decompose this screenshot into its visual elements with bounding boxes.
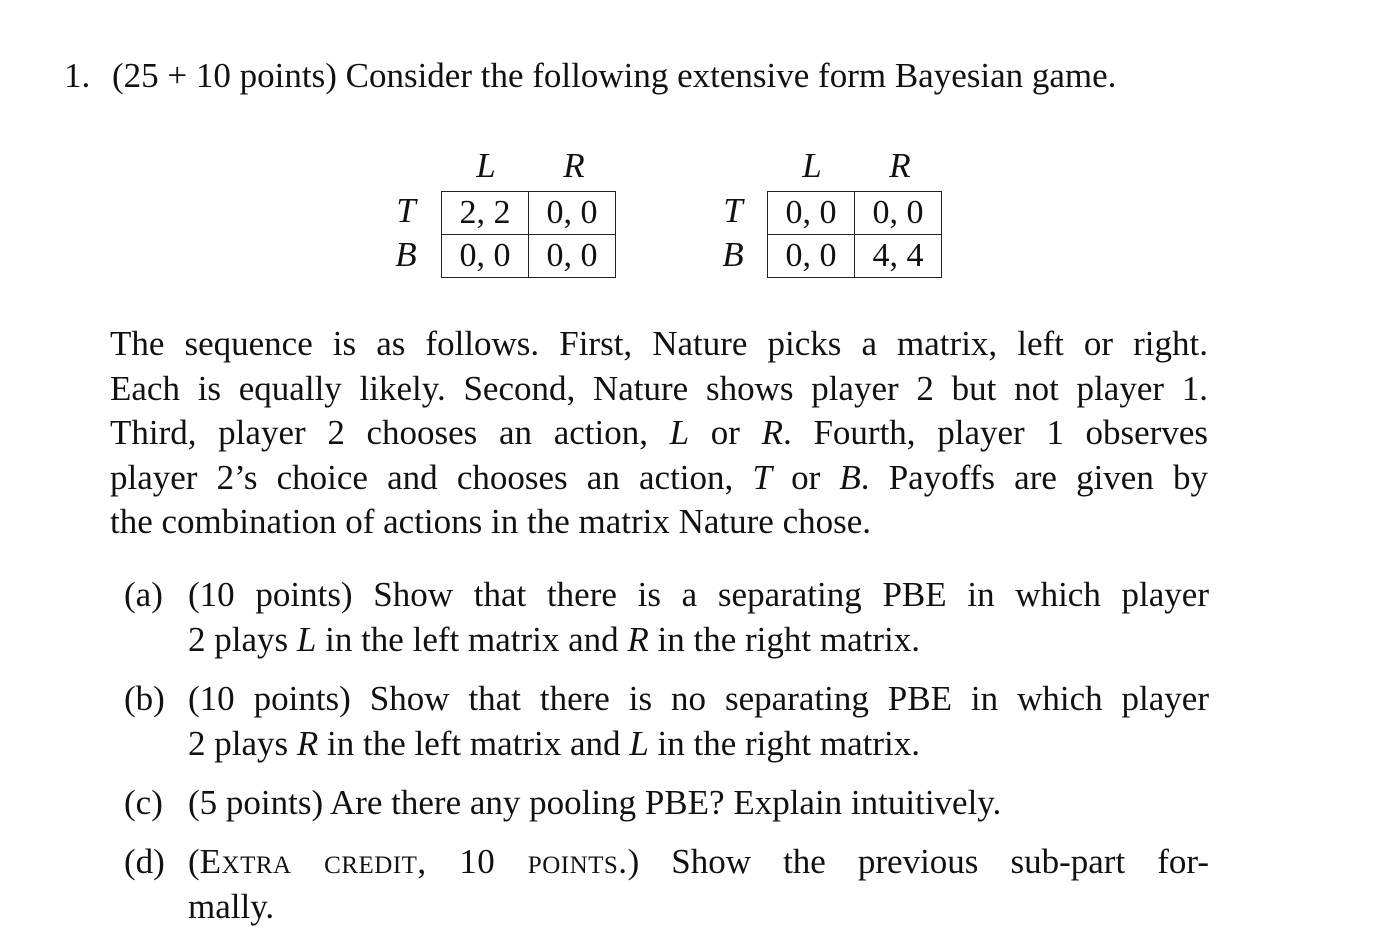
text-span: ) Show the previous sub-part for-: [628, 842, 1209, 881]
left-col-label-L: L: [466, 146, 506, 186]
part-a-line-1: (10 points) Show that there is a separating PBE in which player: [188, 573, 1209, 618]
text-span: or: [689, 413, 762, 452]
right-cell-TR: 0, 0: [855, 192, 942, 235]
part-a-tag: (a): [124, 573, 163, 618]
text-span: Third, player 2 chooses an action,: [110, 413, 670, 452]
part-b-body: [188, 677, 1209, 766]
left-col-label-R: R: [554, 146, 594, 186]
part-b-line-2: [188, 722, 1209, 767]
sequence-line-1: The sequence is as follows. First, Nature picks a matrix, left or right.: [110, 322, 1208, 367]
part-c-body: [188, 781, 1209, 826]
text-span: 2 plays: [188, 620, 297, 659]
math-R: R: [627, 620, 648, 659]
part-d: [124, 840, 1209, 929]
part-d-body: [188, 840, 1209, 929]
part-c-tag: (c): [124, 781, 163, 826]
math-L: L: [297, 620, 316, 659]
text-span: in the right matrix.: [649, 620, 920, 659]
text-span: (: [188, 842, 200, 881]
right-row-label-T: T: [713, 191, 753, 231]
math-L: L: [629, 724, 648, 763]
part-b-line-1: (10 points) Show that there is no separating PBE in which player: [188, 677, 1209, 722]
part-d-line-1: [188, 840, 1209, 885]
right-payoff-table: [767, 191, 942, 278]
text-span: in the right matrix.: [649, 724, 920, 763]
left-row-label-T: T: [386, 191, 426, 231]
part-b-tag: (b): [124, 677, 165, 722]
sequence-line-4: [110, 456, 1208, 501]
text-span: in the left matrix and: [316, 620, 627, 659]
left-cell-TR: 0, 0: [529, 192, 616, 235]
left-cell-TL: 2, 2: [442, 192, 529, 235]
text-span: or: [772, 458, 840, 497]
text-span: . Fourth, player 1 observes: [783, 413, 1208, 452]
part-c: [124, 781, 1209, 826]
left-cell-BL: 0, 0: [442, 235, 529, 278]
text-span: . Payoffs are given by: [861, 458, 1208, 497]
right-cell-BL: 0, 0: [768, 235, 855, 278]
part-d-tag: (d): [124, 840, 165, 885]
part-c-line-1: (5 points) Are there any pooling PBE? Explain intuitively.: [188, 781, 1209, 826]
part-a-body: [188, 573, 1209, 662]
sequence-line-5: the combination of actions in the matrix Nature chose.: [110, 500, 1208, 545]
sequence-line-3: [110, 411, 1208, 456]
right-cell-TL: 0, 0: [768, 192, 855, 235]
text-span: in the left matrix and: [318, 724, 629, 763]
right-row-label-B: B: [713, 235, 753, 275]
question-intro: (25 + 10 points) Consider the following extensive form Bayesian game.: [112, 56, 1116, 95]
part-a-line-2: [188, 618, 1209, 663]
part-a: [124, 573, 1209, 662]
left-payoff-table: [441, 191, 616, 278]
part-d-line-2: mally.: [188, 885, 1209, 929]
right-col-label-L: L: [792, 146, 832, 186]
sequence-paragraph: [110, 322, 1208, 545]
right-cell-BR: 4, 4: [855, 235, 942, 278]
math-R: R: [297, 724, 318, 763]
question-header: [64, 56, 1116, 96]
math-L: L: [670, 413, 689, 452]
part-b: [124, 677, 1209, 766]
sequence-line-2: Each is equally likely. Second, Nature shows player 2 but not player 1.: [110, 367, 1208, 412]
left-row-label-B: B: [386, 235, 426, 275]
math-R: R: [762, 413, 783, 452]
math-B: B: [839, 458, 860, 497]
question-number: 1.: [64, 56, 112, 96]
left-cell-BR: 0, 0: [529, 235, 616, 278]
right-col-label-R: R: [880, 146, 920, 186]
extra-credit-label: Extra credit, 10 points.: [200, 842, 628, 881]
text-span: 2 plays: [188, 724, 297, 763]
math-T: T: [752, 458, 771, 497]
text-span: player 2’s choice and chooses an action,: [110, 458, 752, 497]
